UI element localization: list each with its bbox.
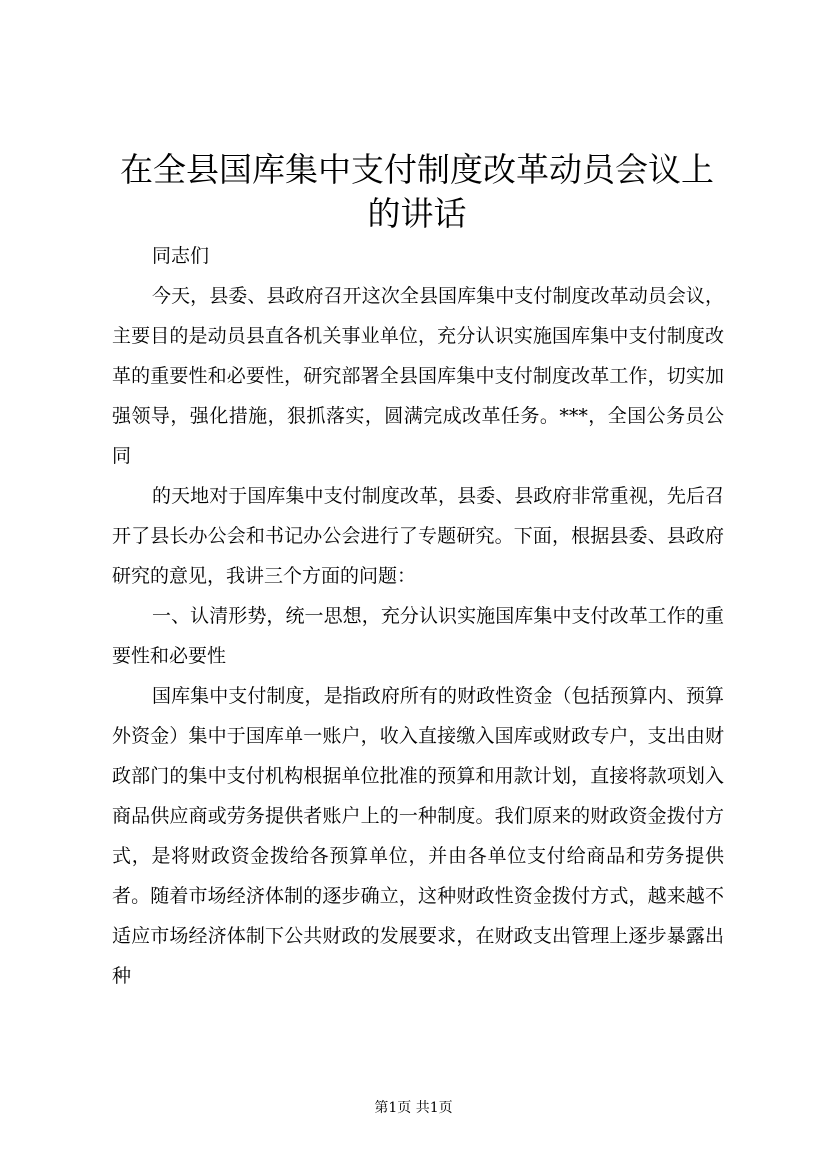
document-body: [112, 236, 724, 996]
body-paragraph: 今天，县委、县政府召开这次全县国库集中支付制度改革动员会议，主要目的是动员县直各机关事业单位，充分认识实施国库集中支付制度改革的重要性和必要性，研究部署全县国库集中支付制度改革工作，切实加强领导，强化措施，狠抓落实，圆满完成改革任务。***，全国公务员公同: [112, 285, 724, 467]
page-footer: 第1页 共1页: [374, 1100, 453, 1116]
body-paragraph: 国库集中支付制度，是指政府所有的财政性资金（包括预算内、预算外资金）集中于国库单一账户，收入直接缴入国库或财政专户，支出由财政部门的集中支付机构根据单位批准的预算和用款计划，直接将款项划入商品供应商或劳务提供者账户上的一种制度。我们原来的财政资金拨付方式，是将财政资金拨给各预算单位，并由各单位支付给商品和劳务提供者。随着市场经济体制的逐步确立，这种财政性资金拨付方式，越来越不适应市场经济体制下公共财政的发展要求，在财政支出管理上逐步暴露出种: [112, 685, 724, 987]
section-heading: 一、认清形势，统一思想，充分认识实施国库集中支付改革工作的重要性和必要性: [112, 605, 724, 667]
salutation-paragraph: 同志们: [152, 245, 210, 267]
document-title: 在全县国库集中支付制度改革动员会议上的讲话: [120, 150, 714, 233]
body-paragraph: 的天地对于国库集中支付制度改革，县委、县政府非常重视，先后召开了县长办公会和书记办公会进行了专题研究。下面，根据县委、县政府研究的意见，我讲三个方面的问题：: [112, 485, 724, 587]
